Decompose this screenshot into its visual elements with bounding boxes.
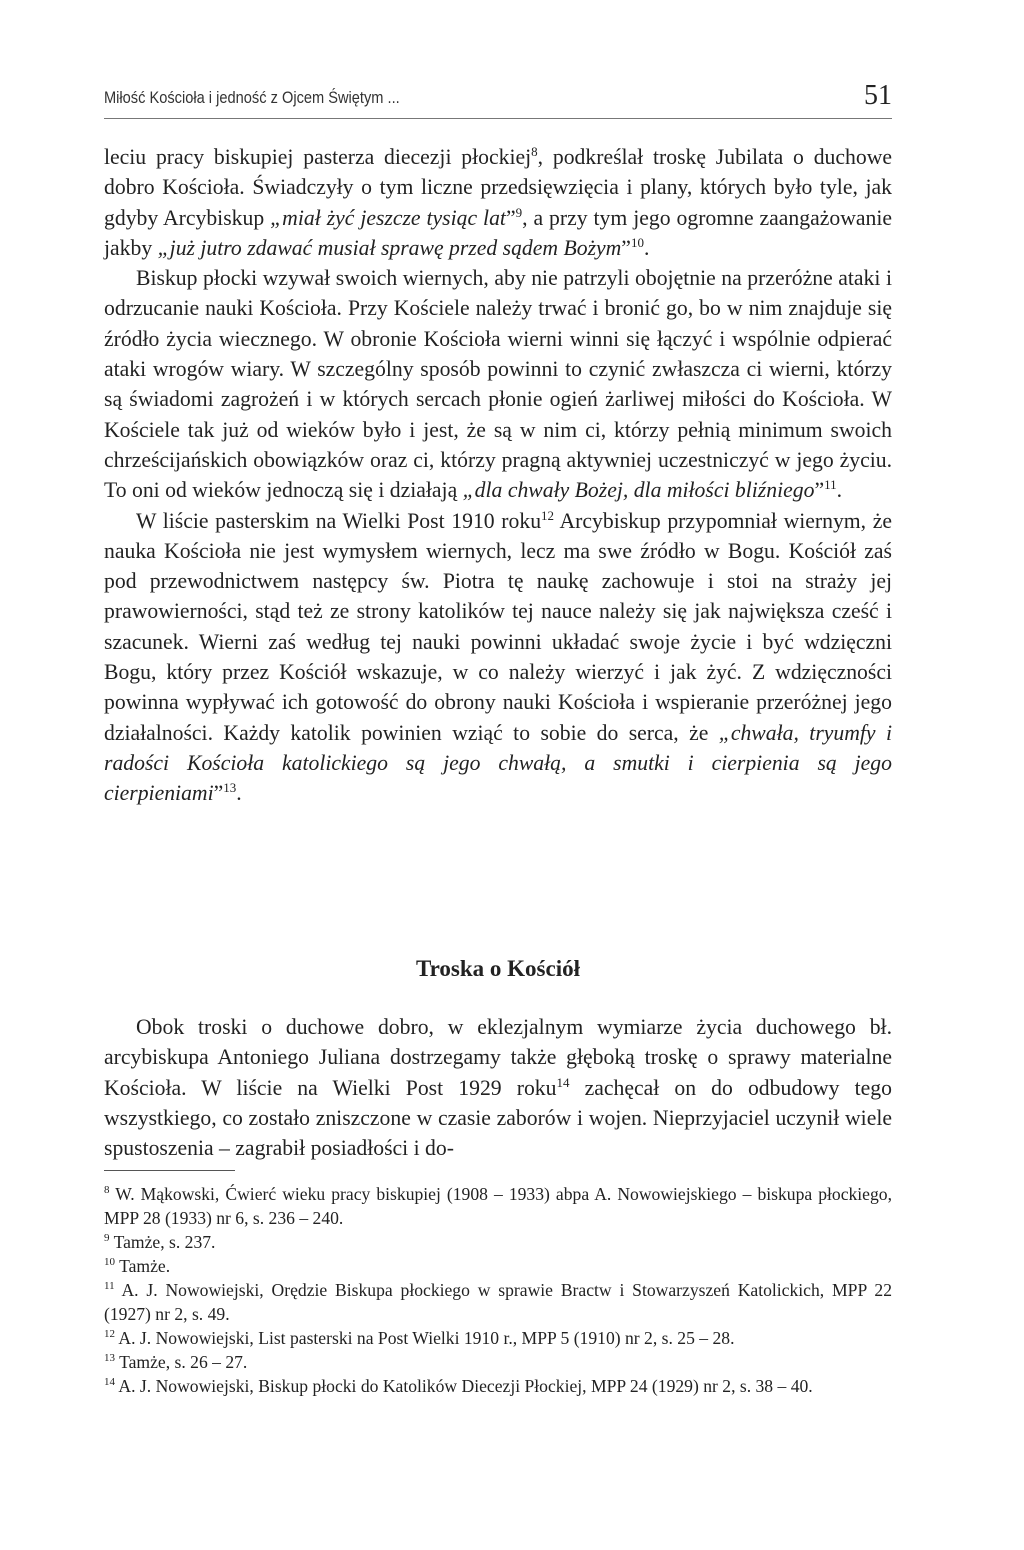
footnote-number: 12 — [104, 1328, 115, 1341]
footnote-ref: 10 — [630, 234, 644, 250]
text-run: , podkreślał troskę Jubilata o duchowe dobro Kościoła. Świadczyły o tym liczne przedsięwzięcia i plany, których było tyle, jak gdyby Arcybiskup — [104, 145, 892, 230]
footnote-text: W. Mąkowski, Ćwierć wieku pracy biskupiej (1908 – 1933) abpa A. Nowowiejskiego – biskupa płockiego, MPP 28 (1933) nr 6, s. 236 – 240. — [104, 1184, 892, 1228]
text-run: Biskup płocki wzywał swoich wiernych, aby nie patrzyli obojętnie na przeróżne ataki i odrzucanie nauki Kościoła. Przy Kościele należy trwać i bronić go, bo w nim znajduje się źródło życia wiecznego. W obronie Kościoła wierni winni się łączyć i wspólnie odpierać ataki wrogów wiary. W szczególny sposób powinni to czynić zwłaszcza ci wierni, którzy są świadomi zagrożeń i w których sercach płonie ogień żarliwej miłości do Kościoła. W Kościele tak już od wieków było i jest, że są w nim ci, którzy pełnią minimum swoich chrześcijańskich obowiązków oraz ci, którzy pragną aktywniej uczestniczyć w jego życiu. To oni od wieków jednoczą się i działają — [104, 266, 892, 503]
footnote — [104, 1374, 892, 1398]
footnote — [104, 1326, 892, 1350]
footnote — [104, 1254, 892, 1278]
footnote-ref: 12 — [541, 507, 555, 523]
text-run: . — [236, 781, 242, 806]
paragraph-3 — [104, 506, 892, 809]
text-run: ” — [814, 478, 825, 503]
footnote-text: A. J. Nowowiejski, Biskup płocki do Katolików Diecezji Płockiej, MPP 24 (1929) nr 2, s. 38 – 40. — [115, 1376, 813, 1396]
text-run: . — [836, 478, 843, 503]
main-text-continued — [104, 1012, 892, 1163]
running-title: Miłość Kościoła i jedność z Ojcem Świętym ... — [104, 88, 400, 107]
footnote-number: 11 — [104, 1280, 115, 1293]
footnote-number: 8 — [104, 1184, 110, 1197]
footnote-text: A. J. Nowowiejski, List pasterski na Post Wielki 1910 r., MPP 5 (1910) nr 2, s. 25 – 28. — [115, 1328, 735, 1348]
footnote-ref: 8 — [531, 143, 538, 159]
text-run: Arcybiskup przypomniał wiernym, że nauka Kościoła nie jest wymysłem wiernych, lecz ma swe źródło w Bogu. Kościół zaś pod przewodnictwem następcy św. Piotra tę naukę zachowuje i stoi na straży jej prawowierności, stąd też ze strony katolików tej nauce należy się jak największa cześć i szacunek. Wierni zaś według tej nauki powinni układać swoje życie i być wdzięczni Bogu, który przez Kościół wskazuje, w co należy wierzyć i jak żyć. Z wdzięczności powinna wypływać ich gotowość do obrony nauki Kościoła i wspieranie przeróżnej jego działalności. Każdy katolik powinien wziąć to sobie do serca, że — [104, 508, 892, 745]
footnote-ref: 9 — [515, 204, 523, 220]
paragraph-4 — [104, 1012, 892, 1163]
footnote-ref: 14 — [556, 1074, 570, 1090]
quotation: „chwała, tryumfy i radości Kościoła katolickiego są jego chwałą, a smutki i cierpienia są jego cierpieniami — [104, 720, 892, 806]
footnote — [104, 1182, 892, 1230]
section-heading: Troska o Kościół — [416, 956, 580, 981]
footnote-ref: 11 — [824, 477, 837, 493]
footnotes — [104, 1182, 892, 1398]
text-run: Obok troski o duchowe dobro, w eklezjalnym wymiarze życia duchowego bł. arcybiskupa Antoniego Juliana dostrzegamy także głęboką troskę o sprawy materialne Kościoła. W liście na Wielki Post 1929 roku — [104, 1015, 892, 1100]
main-text — [104, 142, 892, 809]
quotation: „dla chwały Bożej, dla miłości bliźniego — [462, 478, 815, 503]
page-number: 51 — [864, 80, 892, 111]
footnote-text: Tamże, s. 26 – 27. — [115, 1352, 248, 1372]
footnote-number: 10 — [104, 1256, 115, 1269]
text-run: . — [643, 235, 650, 260]
header-rule — [104, 118, 892, 119]
footnote — [104, 1350, 892, 1374]
text-run: ” — [505, 205, 516, 230]
footnote-ref: 13 — [223, 780, 237, 795]
footnote-text: Tamże. — [115, 1256, 171, 1276]
page-header — [104, 80, 892, 114]
text-run: ” — [213, 781, 224, 806]
paragraph-1 — [104, 142, 892, 263]
text-run: , a przy tym jego ogromne zaangażowanie jakby — [104, 205, 893, 260]
text-run: W liście pasterskim na Wielki Post 1910 roku — [136, 508, 542, 533]
footnote — [104, 1230, 892, 1254]
footnote-number: 9 — [104, 1232, 110, 1245]
text-run: ” — [621, 235, 631, 260]
quotation: „miał żyć jeszcze tysiąc lat — [270, 205, 506, 230]
text-run: zachęcał on do odbudowy tego wszystkiego, co zostało zniszczone w czasie zaborów i wojen. Nieprzyjaciel uczynił wiele spustoszenia – zagrabił posiadłości i do- — [104, 1075, 892, 1161]
text-run: leciu pracy biskupiej pasterza diecezji płockiej — [104, 145, 532, 169]
footnote-number: 13 — [104, 1352, 115, 1365]
quotation: „już jutro zdawać musiał sprawę przed sądem Bożym — [157, 235, 622, 260]
paragraph-2 — [104, 263, 892, 505]
footnote-text: Tamże, s. 237. — [109, 1232, 216, 1252]
footnote — [104, 1278, 892, 1326]
footnote-text: A. J. Nowowiejski, Orędzie Biskupa płockiego w sprawie Bractw i Stowarzyszeń Katolickich, MPP 22 (1927) nr 2, s. 49. — [104, 1280, 892, 1324]
footnote-separator — [104, 1170, 235, 1171]
footnote-number: 14 — [104, 1376, 115, 1389]
